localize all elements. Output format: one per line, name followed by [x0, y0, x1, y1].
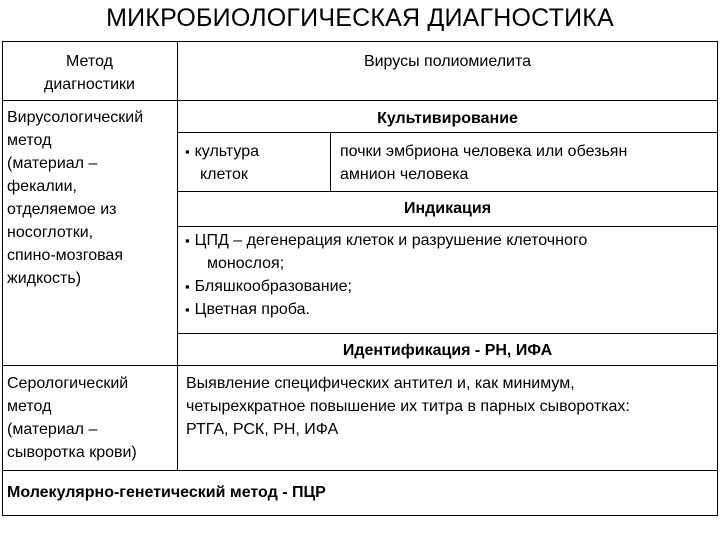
row-divider: [2, 365, 718, 366]
serological-description: Выявление специфических антител и, как минимум, четырехкратное повышение их титра в парных сыворотках: РТГА, РСК, РН, ИФА: [186, 375, 630, 438]
column-divider: [177, 41, 178, 470]
identification-heading: Идентификация - РН, ИФА: [342, 342, 553, 359]
row-divider: [177, 191, 718, 192]
cultivation-heading: Культивирование: [377, 110, 518, 127]
row-divider: [2, 470, 718, 471]
list-item: ▪ Бляшкообразование;: [185, 275, 587, 298]
row-divider: [2, 100, 718, 101]
header-virus-label: Вирусы полиомиелита: [363, 53, 532, 70]
header-method-label: Метод диагностики: [44, 53, 135, 93]
row-divider: [177, 132, 718, 133]
table-border-top: [2, 41, 718, 42]
table-border-bottom: [2, 515, 718, 516]
list-item: ▪ Цветная проба.: [185, 298, 587, 321]
molecular-method-row: Молекулярно-генетический метод - ПЦР: [7, 484, 326, 501]
table-border-left: [2, 41, 3, 516]
bullet-icon: [185, 301, 195, 318]
indication-list: ▪ ЦПД – дегенерация клеток и разрушение клеточного монослоя; ▪ Бляшкообразование; ▪ Цветная проба.: [185, 229, 587, 321]
row-divider: [177, 333, 718, 334]
bullet-icon: [185, 278, 195, 295]
column-divider: [330, 132, 331, 191]
virological-method-cell: Вирусологический метод (материал – фекалии, отделяемое из носоглотки, спино-мозговая жидкость): [7, 109, 144, 287]
serological-method-cell: Серологический метод (материал – сыворотка крови): [7, 375, 137, 461]
indication-heading: Индикация: [403, 200, 492, 217]
list-item: ▪ ЦПД – дегенерация клеток и разрушение клеточного: [185, 229, 587, 252]
row-divider: [177, 226, 718, 227]
page-title: МИКРОБИОЛОГИЧЕСКАЯ ДИАГНОСТИКА: [106, 4, 614, 32]
culture-types-cell: почки эмбриона человека или обезьян амнион человека: [340, 143, 628, 183]
cell-culture-cell: ▪ культура клеток: [185, 140, 259, 186]
bullet-icon: [185, 232, 195, 249]
bullet-icon: [185, 143, 195, 160]
